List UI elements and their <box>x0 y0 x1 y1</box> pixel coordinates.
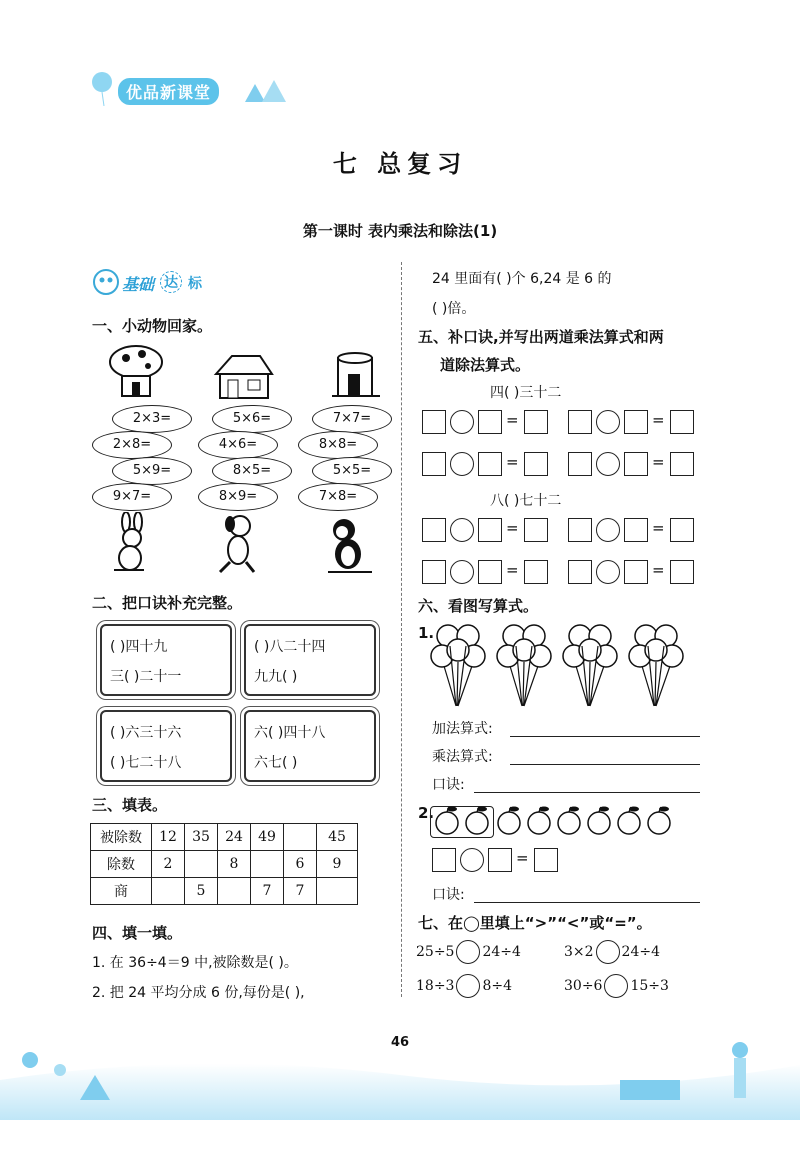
equals-sign: = <box>652 453 665 471</box>
compare-circle[interactable] <box>604 974 628 998</box>
lesson-subtitle: 第一课时 表内乘法和除法(1) <box>302 222 498 240</box>
panda-icon <box>92 266 120 298</box>
equals-sign: = <box>652 411 665 429</box>
answer-box[interactable] <box>422 452 446 476</box>
badge-text-2: 达 <box>160 271 182 293</box>
operator-circle[interactable] <box>596 518 620 542</box>
sec4-q2: 2. 把 24 平均分成 6 份,每份是( ), <box>92 985 305 1001</box>
table-cell: 2 <box>152 851 185 878</box>
sec5-heading: 五、补口诀,并写出两道乘法算式和两 <box>418 328 664 346</box>
operator-circle[interactable] <box>450 560 474 584</box>
table-cell: 7 <box>251 878 284 905</box>
answer-box[interactable] <box>624 452 648 476</box>
rabbit-icon <box>104 512 158 574</box>
sec2-heading: 二、把口诀补充完整。 <box>92 594 243 612</box>
sec5-heading-2: 道除法算式。 <box>440 356 531 374</box>
table-cell: 9 <box>317 851 358 878</box>
operator-circle[interactable] <box>450 518 474 542</box>
operator-circle[interactable] <box>596 410 620 434</box>
answer-box[interactable] <box>534 848 558 872</box>
table-row <box>91 824 358 851</box>
apple-icon <box>496 805 522 835</box>
apple-icon <box>586 805 612 835</box>
operator-circle[interactable] <box>596 560 620 584</box>
answer-box[interactable] <box>422 410 446 434</box>
answer-box[interactable] <box>422 518 446 542</box>
table-cell <box>185 851 218 878</box>
equals-sign: = <box>506 453 519 471</box>
sec1-heading: 一、小动物回家。 <box>92 317 213 335</box>
table-cell: 7 <box>284 878 317 905</box>
mushroom-house-icon <box>106 344 166 400</box>
answer-box[interactable] <box>624 410 648 434</box>
answer-box[interactable] <box>478 518 502 542</box>
compare-item-3 <box>416 974 512 998</box>
house-icon <box>240 74 290 104</box>
apple-icon <box>556 805 582 835</box>
operator-circle[interactable] <box>450 452 474 476</box>
balloon-bunch-icon <box>628 622 688 708</box>
apple-icon <box>464 805 490 835</box>
table-cell: 除数 <box>91 851 152 878</box>
answer-box[interactable] <box>478 452 502 476</box>
answer-box[interactable] <box>524 518 548 542</box>
answer-box[interactable] <box>624 518 648 542</box>
sec4-q2-cont: 24 里面有( )个 6,24 是 6 的 <box>432 271 612 287</box>
verse-1-line-1: ( )四十九 <box>110 639 168 655</box>
answer-box[interactable] <box>624 560 648 584</box>
equals-sign: = <box>506 519 519 537</box>
answer-box[interactable] <box>670 518 694 542</box>
oval-4: 2×8= <box>92 431 172 459</box>
verse-frame-1 <box>100 624 232 696</box>
answer-box[interactable] <box>670 560 694 584</box>
equals-sign: = <box>506 411 519 429</box>
balloon-bunch-icon <box>562 622 622 708</box>
compare-right: 8÷4 <box>482 978 512 994</box>
verse-1-line-2: 三( )二十一 <box>110 669 182 685</box>
answer-box[interactable] <box>524 410 548 434</box>
compare-left: 3×2 <box>564 944 594 960</box>
answer-box[interactable] <box>524 452 548 476</box>
table-cell: 12 <box>152 824 185 851</box>
house-icon-2 <box>212 352 276 400</box>
table-cell: 被除数 <box>91 824 152 851</box>
table-cell <box>152 878 185 905</box>
verse-frame-4 <box>244 710 376 782</box>
verse-2-line-2: 九九( ) <box>254 669 298 685</box>
table-row <box>91 851 358 878</box>
penguin-icon <box>318 516 378 576</box>
verse-4-line-1: 六( )四十八 <box>254 725 326 741</box>
badge-text-1: 基础 <box>122 275 155 294</box>
column-divider <box>401 262 402 997</box>
balloon-icon <box>90 70 120 106</box>
sec6-item-1: 1. <box>418 624 435 642</box>
verse-label-2: 口诀: <box>432 887 465 903</box>
answer-box[interactable] <box>422 560 446 584</box>
sec7-heading: 七、在◯里填上“>”“<”或“=”。 <box>418 914 652 932</box>
table-cell: 8 <box>218 851 251 878</box>
compare-item-2 <box>564 940 660 964</box>
compare-right: 24÷4 <box>482 944 521 960</box>
verse-label-1: 口诀: <box>432 777 465 793</box>
sec6-item-2: 2. <box>418 804 435 822</box>
mul-expr-line[interactable] <box>510 764 700 765</box>
verse-frame-2 <box>244 624 376 696</box>
oval-6: 8×8= <box>298 431 378 459</box>
verse-4-line-2: 六七( ) <box>254 755 298 771</box>
answer-box[interactable] <box>568 410 592 434</box>
table-cell: 商 <box>91 878 152 905</box>
brand-header <box>90 70 290 106</box>
equals-sign: = <box>652 561 665 579</box>
badge-text-3: 标 <box>188 276 202 292</box>
answer-box[interactable] <box>568 518 592 542</box>
verse-3-line-2: ( )七二十八 <box>110 755 182 771</box>
operator-circle[interactable] <box>450 410 474 434</box>
answer-box[interactable] <box>670 452 694 476</box>
answer-box[interactable] <box>670 410 694 434</box>
answer-box[interactable] <box>524 560 548 584</box>
verse-prompt-1: 四( )三十二 <box>490 385 562 401</box>
basic-badge <box>92 266 222 300</box>
add-expr-line[interactable] <box>510 736 700 737</box>
table-row <box>91 878 358 905</box>
compare-right: 24÷4 <box>621 944 660 960</box>
verse-2-line-1: ( )八二十四 <box>254 639 326 655</box>
oval-2: 5×6= <box>212 405 292 433</box>
compare-item-4 <box>564 974 669 998</box>
oval-9: 5×5= <box>312 457 392 485</box>
footer-decoration <box>0 1020 800 1120</box>
tree-stump-house-icon <box>330 350 384 400</box>
apple-icon <box>616 805 642 835</box>
compare-circle[interactable] <box>596 940 620 964</box>
oval-7: 5×9= <box>112 457 192 485</box>
equals-sign: = <box>516 849 529 867</box>
oval-11: 8×9= <box>198 483 278 511</box>
answer-box[interactable] <box>478 410 502 434</box>
sec4-heading: 四、填一填。 <box>92 924 183 942</box>
verse-3-line-1: ( )六三十六 <box>110 725 182 741</box>
compare-left: 18÷3 <box>416 978 455 994</box>
apple-icon <box>646 805 672 835</box>
page-number: 46 <box>390 1035 410 1050</box>
table-cell <box>284 824 317 851</box>
sec3-heading: 三、填表。 <box>92 796 168 814</box>
division-table <box>90 823 358 905</box>
compare-left: 30÷6 <box>564 978 603 994</box>
oval-12: 7×8= <box>298 483 378 511</box>
table-cell: 35 <box>185 824 218 851</box>
dog-icon <box>208 512 264 576</box>
balloon-bunch-icon <box>496 622 556 708</box>
answer-box[interactable] <box>432 848 456 872</box>
verse-frame-3 <box>100 710 232 782</box>
mul-expr-label: 乘法算式: <box>432 749 493 765</box>
oval-1: 2×3= <box>112 405 192 433</box>
compare-item-1 <box>416 940 521 964</box>
compare-left: 25÷5 <box>416 944 455 960</box>
compare-right: 15÷3 <box>630 978 669 994</box>
oval-5: 4×6= <box>198 431 278 459</box>
equals-sign: = <box>652 519 665 537</box>
table-cell: 45 <box>317 824 358 851</box>
answer-box[interactable] <box>568 560 592 584</box>
apple-icon <box>434 805 460 835</box>
operator-circle[interactable] <box>596 452 620 476</box>
operator-circle[interactable] <box>460 848 484 872</box>
apple-icon <box>526 805 552 835</box>
table-cell <box>218 878 251 905</box>
verse-line-1[interactable] <box>474 792 700 793</box>
answer-box[interactable] <box>568 452 592 476</box>
table-cell <box>317 878 358 905</box>
table-cell: 49 <box>251 824 284 851</box>
compare-circle[interactable] <box>456 974 480 998</box>
sec4-q1: 1. 在 36÷4＝9 中,被除数是( )。 <box>92 955 298 971</box>
oval-3: 7×7= <box>312 405 392 433</box>
verse-line-2[interactable] <box>474 902 700 903</box>
equals-sign: = <box>506 561 519 579</box>
table-cell: 5 <box>185 878 218 905</box>
oval-8: 8×5= <box>212 457 292 485</box>
sec6-heading: 六、看图写算式。 <box>418 597 539 615</box>
brand-label: 优品新课堂 <box>118 78 219 105</box>
page-title: 七 总复习 <box>332 150 468 178</box>
oval-10: 9×7= <box>92 483 172 511</box>
add-expr-label: 加法算式: <box>432 721 493 737</box>
balloon-bunch-icon <box>430 622 490 708</box>
verse-prompt-2: 八( )七十二 <box>490 493 562 509</box>
table-cell <box>251 851 284 878</box>
table-cell: 24 <box>218 824 251 851</box>
table-cell: 6 <box>284 851 317 878</box>
compare-circle[interactable] <box>456 940 480 964</box>
sec4-q2-cont2: ( )倍。 <box>432 301 476 317</box>
answer-box[interactable] <box>478 560 502 584</box>
answer-box[interactable] <box>488 848 512 872</box>
